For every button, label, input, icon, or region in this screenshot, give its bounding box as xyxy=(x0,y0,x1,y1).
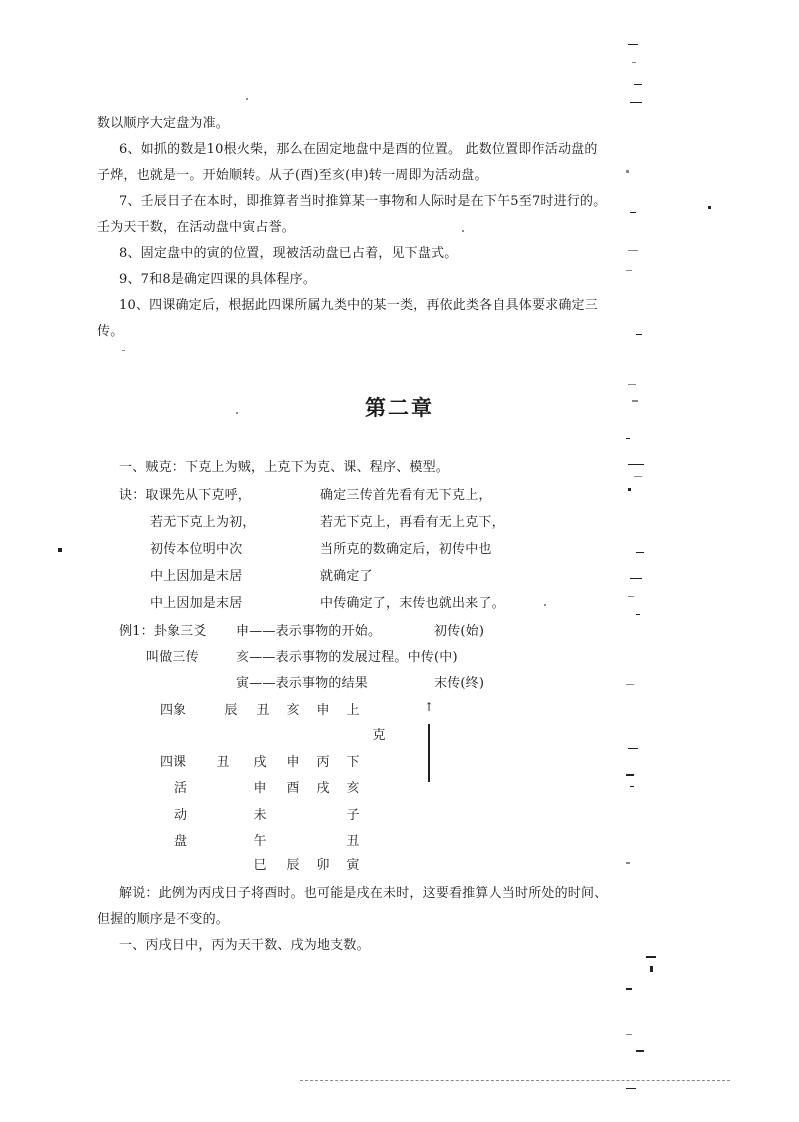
verse-left: 中上因加是末居 xyxy=(150,596,243,611)
example-tag: 初传(始) xyxy=(434,624,485,639)
verse-left: 若无下克上为初， xyxy=(150,515,256,530)
grid-cell: 申 xyxy=(286,755,300,770)
paragraph-line: 壬为天干数，在活动盘中寅占誉。 xyxy=(97,220,296,235)
grid-cell: 戌 xyxy=(316,781,330,796)
verse-right: 就确定了 xyxy=(320,569,373,584)
grid-cell: 丑 xyxy=(216,755,230,770)
verse-right: 中传确定了，末传也就出来了。 xyxy=(320,596,505,611)
grid-cell: 巳 xyxy=(253,858,267,873)
grid-cell: 戌 xyxy=(253,755,267,770)
grid-cell: 丑 xyxy=(256,703,270,718)
example-text: 亥——表示事物的发展过程。中传(中) xyxy=(236,650,458,665)
paragraph-line: 7、壬辰日子在本时，即推算者当时推算某一事物和人际时是在下午5至7时进行的。 xyxy=(119,194,607,209)
up-arrow-icon: ↑ xyxy=(424,700,435,714)
example-label: 叫做三传 xyxy=(146,650,199,665)
grid-cell: 丑 xyxy=(346,834,360,849)
grid-cell: 子 xyxy=(346,808,360,823)
paragraph-line: 传。 xyxy=(97,324,124,339)
paragraph-line: 9、7和8是确定四课的具体程序。 xyxy=(119,272,317,287)
grid-row-label: 动 xyxy=(174,808,188,823)
example-label: 例1：卦象三爻 xyxy=(119,624,207,639)
paragraph-line: 一、丙戌日中，丙为天干数、戌为地支数。 xyxy=(119,938,370,953)
grid-cell: 午 xyxy=(253,834,267,849)
paragraph-line: 数以顺序大定盘为准。 xyxy=(97,116,230,131)
grid-note: 上 xyxy=(346,703,360,718)
scan-dashed-line xyxy=(300,1080,730,1081)
example-text: 申——表示事物的开始。 xyxy=(236,624,382,639)
explanation-line: 解说：此例为丙戌日子将酉时。也可能是戌在未时，这要看推算人当时所处的时间、 xyxy=(119,886,608,901)
grid-cell: 申 xyxy=(253,781,267,796)
verse-left: 初传本位明中次 xyxy=(150,542,243,557)
verse-left: 诀：取课先从下克呼， xyxy=(119,488,252,503)
grid-row-label: 活 xyxy=(174,781,188,796)
grid-cell: 丙 xyxy=(316,755,330,770)
verse-right: 若无下克上，再看有无上克下， xyxy=(320,515,505,530)
paragraph-line: 10、四课确定后，根据此四课所属九类中的某一类，再依此类各自具体要求确定三 xyxy=(119,298,598,313)
section-heading: 一、贼克：下克上为贼，上克下为克、课、程序、模型。 xyxy=(119,460,450,475)
grid-row-label: 四象 xyxy=(160,703,187,718)
grid-cell: 寅 xyxy=(346,858,360,873)
grid-cell: 申 xyxy=(316,703,330,718)
example-text: 寅——表示事物的结果 xyxy=(236,676,369,691)
paragraph-line: 6、如抓的数是10根火柴，那么在固定地盘中是酉的位置。 此数位置即作活动盘的 xyxy=(119,142,598,157)
chapter-title: 第二章 xyxy=(365,395,434,420)
verse-right: 当所克的数确定后，初传中也 xyxy=(320,542,492,557)
grid-cell: 卯 xyxy=(316,858,330,873)
grid-cell: 亥 xyxy=(286,703,300,718)
example-tag: 末传(终) xyxy=(434,676,485,691)
verse-right: 确定三传首先看有无下克上， xyxy=(320,488,492,503)
grid-note: 下 xyxy=(346,755,360,770)
grid-cell: 未 xyxy=(253,808,267,823)
paragraph-line: 子烨，也就是一。开始顺转。从子(酉)至亥(申)转一周即为活动盘。 xyxy=(97,168,488,183)
grid-cell: 辰 xyxy=(286,858,300,873)
vertical-divider xyxy=(428,724,430,782)
paragraph-line: 8、固定盘中的寅的位置，现被活动盘已占着，见下盘式。 xyxy=(119,246,458,261)
grid-cell: 辰 xyxy=(224,703,238,718)
grid-cell: 亥 xyxy=(346,781,360,796)
grid-row-label: 四课 xyxy=(160,755,187,770)
verse-left: 中上因加是末居 xyxy=(150,569,243,584)
explanation-line: 但握的顺序是不变的。 xyxy=(97,912,230,927)
grid-row-label: 盘 xyxy=(174,834,188,849)
grid-cell: 酉 xyxy=(286,781,300,796)
grid-note: 克 xyxy=(372,728,386,743)
